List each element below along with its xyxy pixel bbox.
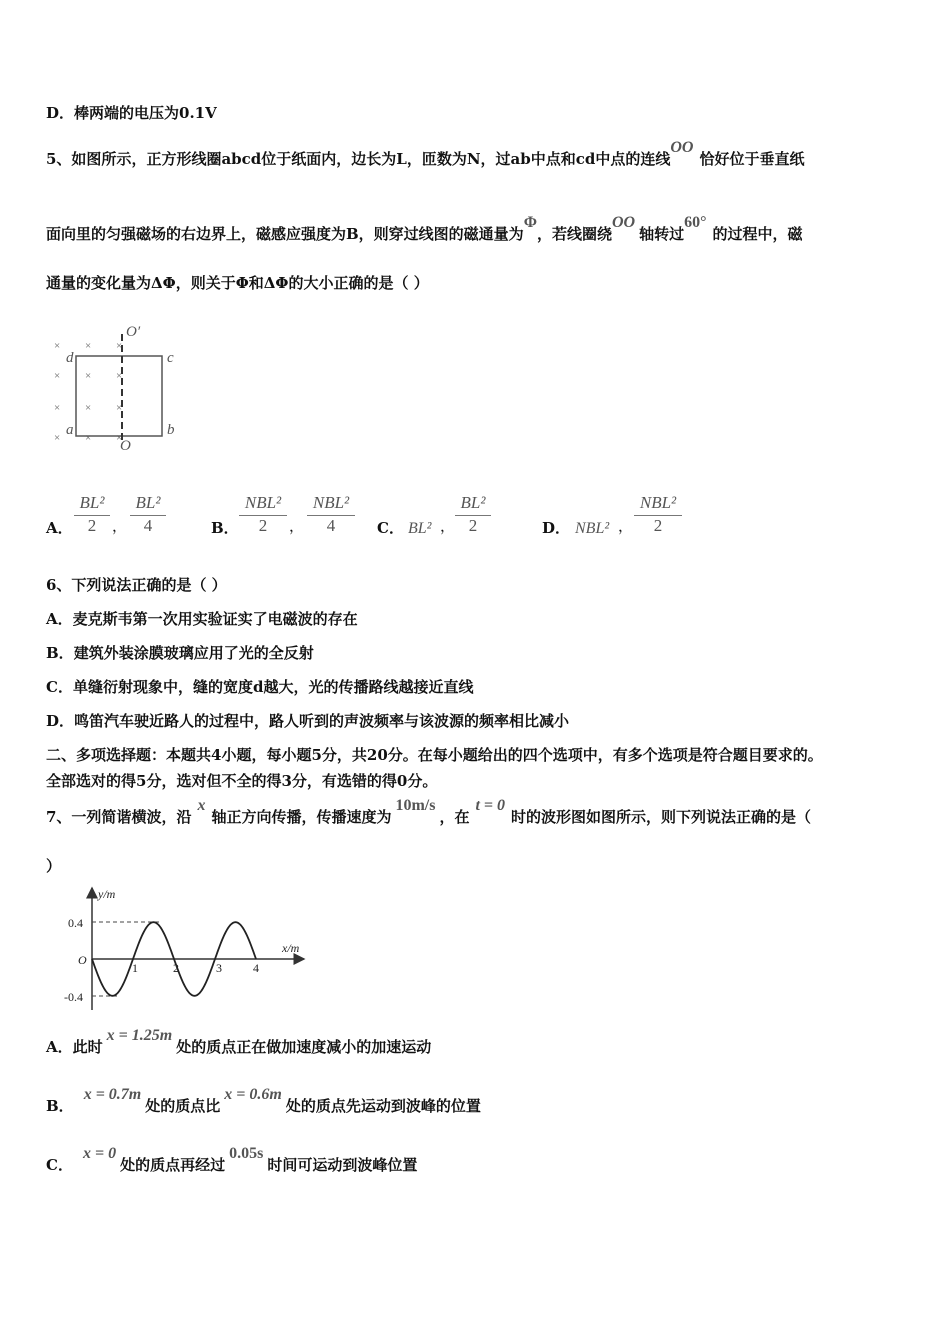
math-expr: x = 1.25m bbox=[106, 1027, 173, 1044]
label-a: a bbox=[66, 422, 74, 438]
q6-option-b bbox=[46, 643, 314, 663]
q7-option-c bbox=[46, 1145, 418, 1176]
option-text: 建筑外装涂膜玻璃应用了光的全反射 bbox=[73, 644, 314, 662]
option-label: B． bbox=[46, 1097, 74, 1115]
separator: ， bbox=[440, 517, 456, 535]
label-c: c bbox=[167, 350, 174, 366]
q5-option-a-frac1 bbox=[74, 493, 110, 536]
x-symbol: x bbox=[197, 797, 206, 814]
section2-line2: 全部选对的得5分，选对但不全的得3分，有选错的得0分。 bbox=[46, 772, 438, 790]
text: 的过程中，磁 bbox=[712, 225, 803, 243]
option-text: 时间可运动到波峰位置 bbox=[267, 1156, 418, 1174]
q5-option-a-frac2 bbox=[130, 493, 166, 536]
separator: ， bbox=[112, 517, 128, 535]
text: 此时 bbox=[72, 1038, 103, 1056]
cross-mark: × bbox=[54, 402, 61, 414]
q5-option-b-frac2 bbox=[307, 493, 355, 536]
option-text: 处的质点先运动到波峰的位置 bbox=[285, 1097, 481, 1115]
origin-label: O bbox=[78, 953, 87, 967]
cross-mark: × bbox=[85, 370, 92, 382]
y-tick-label: 0.4 bbox=[68, 916, 83, 930]
q7-stem-line2: ） bbox=[46, 857, 62, 875]
q5-stem-line1 bbox=[46, 139, 805, 170]
cross-mark: × bbox=[85, 340, 92, 352]
text: ，若线圈绕 bbox=[536, 225, 612, 243]
cross-mark: × bbox=[54, 340, 61, 352]
option-text: 鸣笛汽车驶近路人的过程中，路人听到的声波频率与该波源的频率相比减小 bbox=[74, 712, 570, 730]
option-label: A． bbox=[46, 610, 73, 628]
q7-option-b bbox=[46, 1086, 481, 1117]
q5-option-d-label: D． bbox=[542, 519, 571, 537]
y-axis-label: y/m bbox=[98, 887, 116, 901]
text: 处的质点比 bbox=[145, 1097, 221, 1115]
cross-mark: × bbox=[116, 402, 123, 414]
q5-option-b-frac1 bbox=[239, 493, 287, 536]
option-label: C． bbox=[46, 1156, 73, 1174]
text: 轴正方向传播，传播速度为 bbox=[211, 808, 392, 826]
section2-line1: 二、多项选择题：本题共4小题，每小题5分，共20分。在每小题给出的四个选项中，有多个选项是符合题目要求的。 bbox=[46, 746, 823, 764]
q6-option-c bbox=[46, 677, 473, 697]
numerator: NBL² bbox=[244, 493, 282, 512]
option-label: B． bbox=[46, 644, 74, 662]
option-label: D． bbox=[46, 104, 75, 122]
q5-coil-figure bbox=[46, 322, 196, 452]
label-o-prime: O′ bbox=[126, 324, 141, 340]
q5-option-b-label: B． bbox=[211, 519, 239, 537]
flux-symbol: Φ bbox=[523, 214, 537, 231]
q5-stem-line2 bbox=[46, 214, 803, 245]
option-text: 麦克斯韦第一次用实验证实了电磁波的存在 bbox=[72, 610, 358, 628]
denominator: 2 bbox=[468, 516, 478, 535]
q7-option-a bbox=[46, 1027, 432, 1058]
y-tick-label: -0.4 bbox=[64, 990, 83, 1004]
separator: ， bbox=[618, 517, 634, 535]
q5-option-d-value: NBL² bbox=[575, 520, 610, 537]
q6-stem: 6、下列说法正确的是（ ） bbox=[46, 576, 227, 594]
q5-stem-line3 bbox=[46, 273, 429, 293]
text: 时的波形图如图所示，则下列说法正确的是（ bbox=[511, 808, 812, 826]
denominator: 2 bbox=[258, 516, 268, 535]
numerator: NBL² bbox=[312, 493, 350, 512]
math-expr: x = 0 bbox=[82, 1145, 117, 1162]
text: 7、一列简谐横波，沿 bbox=[46, 808, 192, 826]
numerator: BL² bbox=[135, 493, 161, 512]
q5-option-a-label: A． bbox=[46, 519, 73, 537]
q4-option-d bbox=[46, 103, 217, 123]
option-label: D． bbox=[46, 712, 75, 730]
math-expr: x = 0.6m bbox=[224, 1086, 282, 1103]
label-o: O bbox=[120, 438, 131, 452]
cross-mark: × bbox=[85, 402, 92, 414]
axis-oo: OO bbox=[611, 214, 636, 231]
denominator: 2 bbox=[653, 516, 663, 535]
text: 轴转过 bbox=[639, 225, 685, 243]
coil-square bbox=[76, 356, 162, 436]
label-d: d bbox=[66, 350, 74, 366]
text: 恰好位于垂直纸 bbox=[699, 150, 805, 168]
angle: 60° bbox=[684, 214, 707, 231]
q5-option-d-frac2 bbox=[634, 493, 682, 536]
option-label: C． bbox=[46, 678, 73, 696]
cross-mark: × bbox=[116, 432, 123, 444]
numerator: NBL² bbox=[639, 493, 677, 512]
text: 处的质点再经过 bbox=[120, 1156, 226, 1174]
time-zero: t = 0 bbox=[475, 797, 506, 814]
option-label: A． bbox=[46, 1038, 73, 1056]
text: 5、如图所示，正方形线圈abcd位于纸面内，边长为L，匝数为N，过ab中点和cd中点的连线 bbox=[46, 150, 671, 168]
label-b: b bbox=[167, 422, 175, 438]
text: 通量的变化量为ΔΦ，则关于Φ和ΔΦ的大小正确的是（ ） bbox=[46, 274, 429, 292]
text: 面向里的匀强磁场的右边界上，磁感应强度为B，则穿过线图的磁通量为 bbox=[46, 225, 524, 243]
q5-option-c-frac2 bbox=[455, 493, 491, 536]
q7-stem-line1 bbox=[46, 797, 812, 828]
denominator: 4 bbox=[143, 516, 153, 535]
q5-option-c-label: C． bbox=[377, 519, 404, 537]
option-text: 棒两端的电压为0.1V bbox=[74, 104, 217, 122]
q5-option-c-value: BL² bbox=[408, 520, 432, 537]
cross-mark: × bbox=[85, 432, 92, 444]
denominator: 2 bbox=[87, 516, 97, 535]
cross-mark: × bbox=[54, 432, 61, 444]
x-tick-label: 3 bbox=[216, 961, 222, 975]
x-tick-label: 1 bbox=[132, 961, 138, 975]
q6-option-a bbox=[46, 609, 358, 629]
x-tick-label: 2 bbox=[173, 961, 179, 975]
x-axis-label: x/m bbox=[282, 941, 300, 955]
x-tick-label: 4 bbox=[253, 961, 259, 975]
math-expr: 0.05s bbox=[229, 1145, 264, 1162]
numerator: BL² bbox=[460, 493, 486, 512]
text: ，在 bbox=[439, 808, 470, 826]
speed: 10m/s bbox=[395, 797, 436, 814]
denominator: 4 bbox=[326, 516, 336, 535]
cross-mark: × bbox=[54, 370, 61, 382]
math-expr: x = 0.7m bbox=[83, 1086, 142, 1103]
numerator: BL² bbox=[79, 493, 105, 512]
cross-mark: × bbox=[116, 370, 123, 382]
cross-mark: × bbox=[116, 340, 123, 352]
separator: ， bbox=[289, 517, 305, 535]
option-text: 处的质点正在做加速度减小的加速运动 bbox=[176, 1038, 432, 1056]
q6-option-d bbox=[46, 711, 569, 731]
q7-wave-graph bbox=[58, 884, 328, 1014]
option-text: 单缝衍射现象中，缝的宽度d越大，光的传播路线越接近直线 bbox=[72, 678, 474, 696]
axis-oo: OO bbox=[670, 139, 694, 156]
